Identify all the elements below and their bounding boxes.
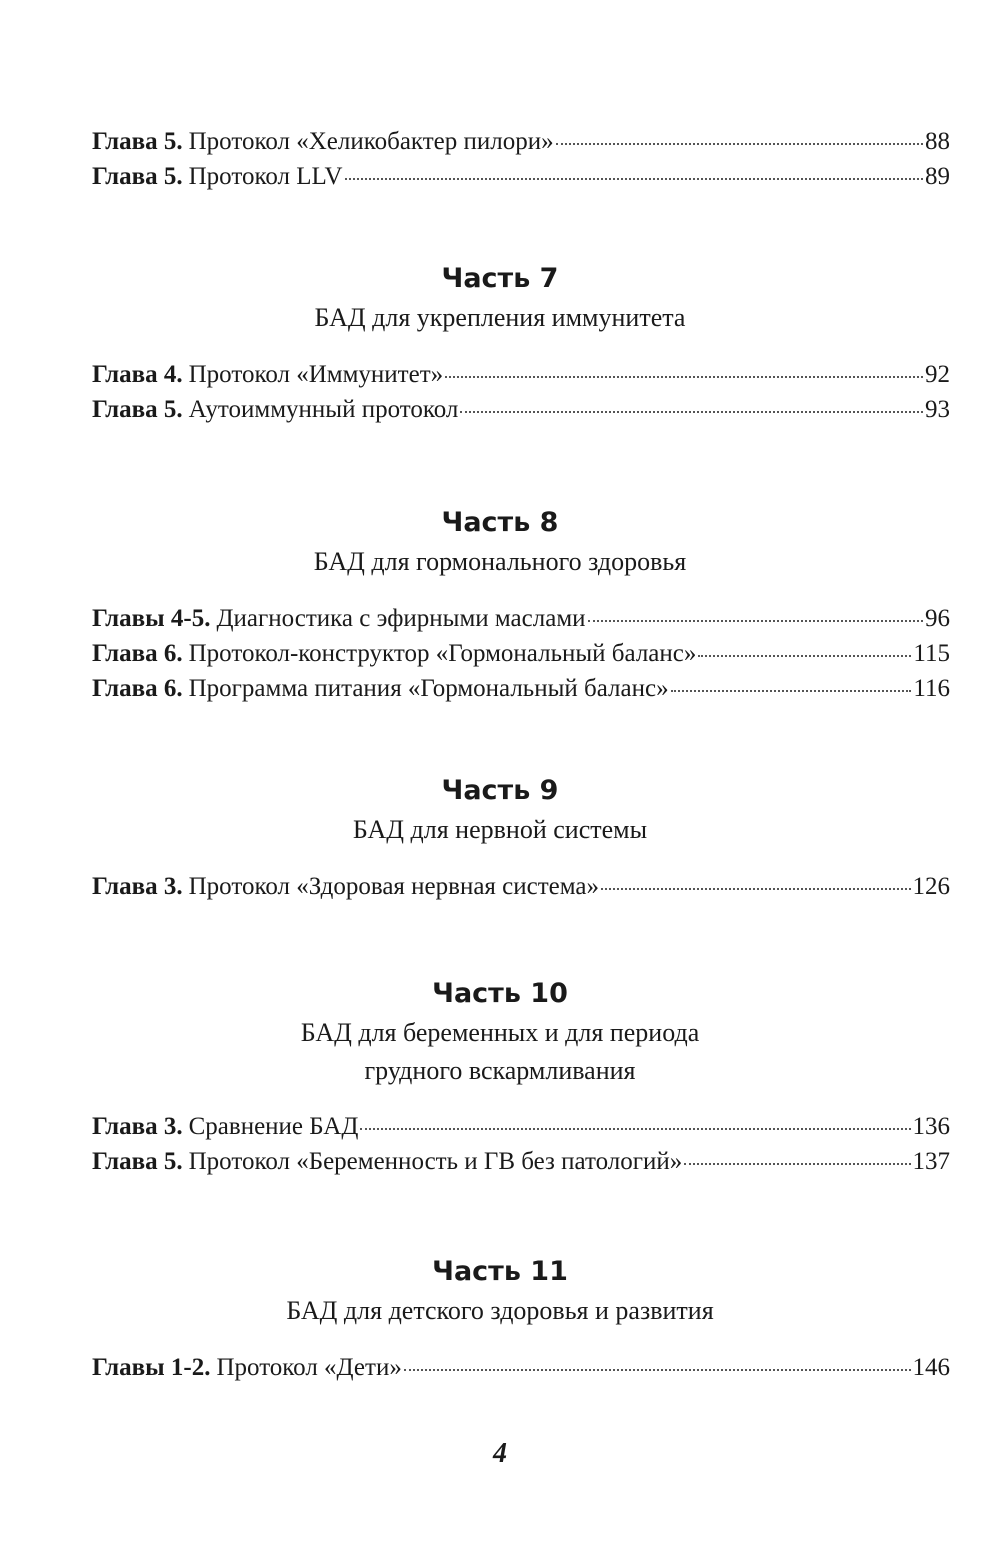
chapter-label: Глава 3.: [92, 1113, 183, 1140]
part-subtitle: БАД для гормонального здоровья: [313, 547, 687, 576]
toc-entry: [92, 1353, 950, 1383]
chapter-title: Протокол «Здоровая нервная система»: [188, 873, 600, 900]
toc-entry: [92, 127, 950, 157]
part-heading: Часть 11: [432, 1256, 568, 1287]
part-subtitle: грудного вскармливания: [364, 1056, 636, 1085]
dot-leader: [698, 655, 911, 657]
page-ref: 88: [925, 128, 950, 155]
toc-entry: [92, 1112, 950, 1142]
page-ref: 146: [912, 1354, 950, 1381]
dot-leader: [460, 411, 923, 413]
chapter-title: Протокол-конструктор «Гормональный баланс»: [188, 640, 697, 667]
part-heading: Часть 9: [441, 775, 559, 806]
toc-entry: [92, 395, 950, 425]
page-number: 4: [493, 1438, 507, 1469]
chapter-label: Глава 5.: [92, 1148, 183, 1175]
chapter-title: Протокол «Иммунитет»: [188, 361, 444, 388]
page-ref: 92: [925, 361, 950, 388]
toc-entry: [92, 639, 950, 669]
page-ref: 89: [925, 163, 950, 190]
chapter-title: Протокол «Дети»: [216, 1354, 402, 1381]
part-subtitle: БАД для укрепления иммунитета: [314, 303, 686, 332]
chapter-title: Аутоиммунный протокол: [188, 396, 459, 423]
dot-leader: [556, 143, 923, 145]
part-heading: Часть 10: [432, 978, 568, 1009]
dot-leader: [684, 1163, 910, 1165]
dot-leader: [360, 1128, 910, 1130]
dot-leader: [671, 690, 912, 692]
toc-entry: [92, 604, 950, 634]
part-heading: Часть 7: [441, 263, 559, 294]
chapter-title: Протокол LLV: [188, 163, 343, 190]
page-ref: 137: [912, 1148, 950, 1175]
dot-leader: [601, 888, 910, 890]
page-ref: 116: [913, 675, 950, 702]
chapter-label: Глава 5.: [92, 128, 183, 155]
part-subtitle: БАД для беременных и для периода: [300, 1018, 700, 1047]
chapter-title: Сравнение БАД: [188, 1113, 359, 1140]
page-ref: 136: [912, 1113, 950, 1140]
chapter-label: Глава 3.: [92, 873, 183, 900]
chapter-label: Глава 5.: [92, 163, 183, 190]
chapter-label: Глава 6.: [92, 675, 183, 702]
dot-leader: [588, 620, 923, 622]
dot-leader: [345, 178, 923, 180]
page-ref: 96: [925, 605, 950, 632]
chapter-label: Главы 4-5.: [92, 605, 211, 632]
chapter-title: Протокол «Беременность и ГВ без патологий»: [188, 1148, 683, 1175]
part-heading: Часть 8: [441, 507, 559, 538]
part-subtitle: БАД для нервной системы: [352, 815, 648, 844]
dot-leader: [445, 376, 923, 378]
page-ref: 93: [925, 396, 950, 423]
page-ref: 126: [912, 873, 950, 900]
toc-entry: [92, 1147, 950, 1177]
chapter-title: Диагностика с эфирными маслами: [216, 605, 586, 632]
toc-entry: [92, 360, 950, 390]
chapter-label: Глава 6.: [92, 640, 183, 667]
chapter-label: Главы 1-2.: [92, 1354, 211, 1381]
chapter-title: Программа питания «Гормональный баланс»: [188, 675, 669, 702]
toc-entry: [92, 674, 950, 704]
chapter-label: Глава 4.: [92, 361, 183, 388]
chapter-title: Протокол «Хеликобактер пилори»: [188, 128, 554, 155]
chapter-label: Глава 5.: [92, 396, 183, 423]
page-ref: 115: [913, 640, 950, 667]
part-subtitle: БАД для детского здоровья и развития: [286, 1296, 714, 1325]
dot-leader: [404, 1369, 911, 1371]
toc-entry: [92, 872, 950, 902]
toc-entry: [92, 162, 950, 192]
